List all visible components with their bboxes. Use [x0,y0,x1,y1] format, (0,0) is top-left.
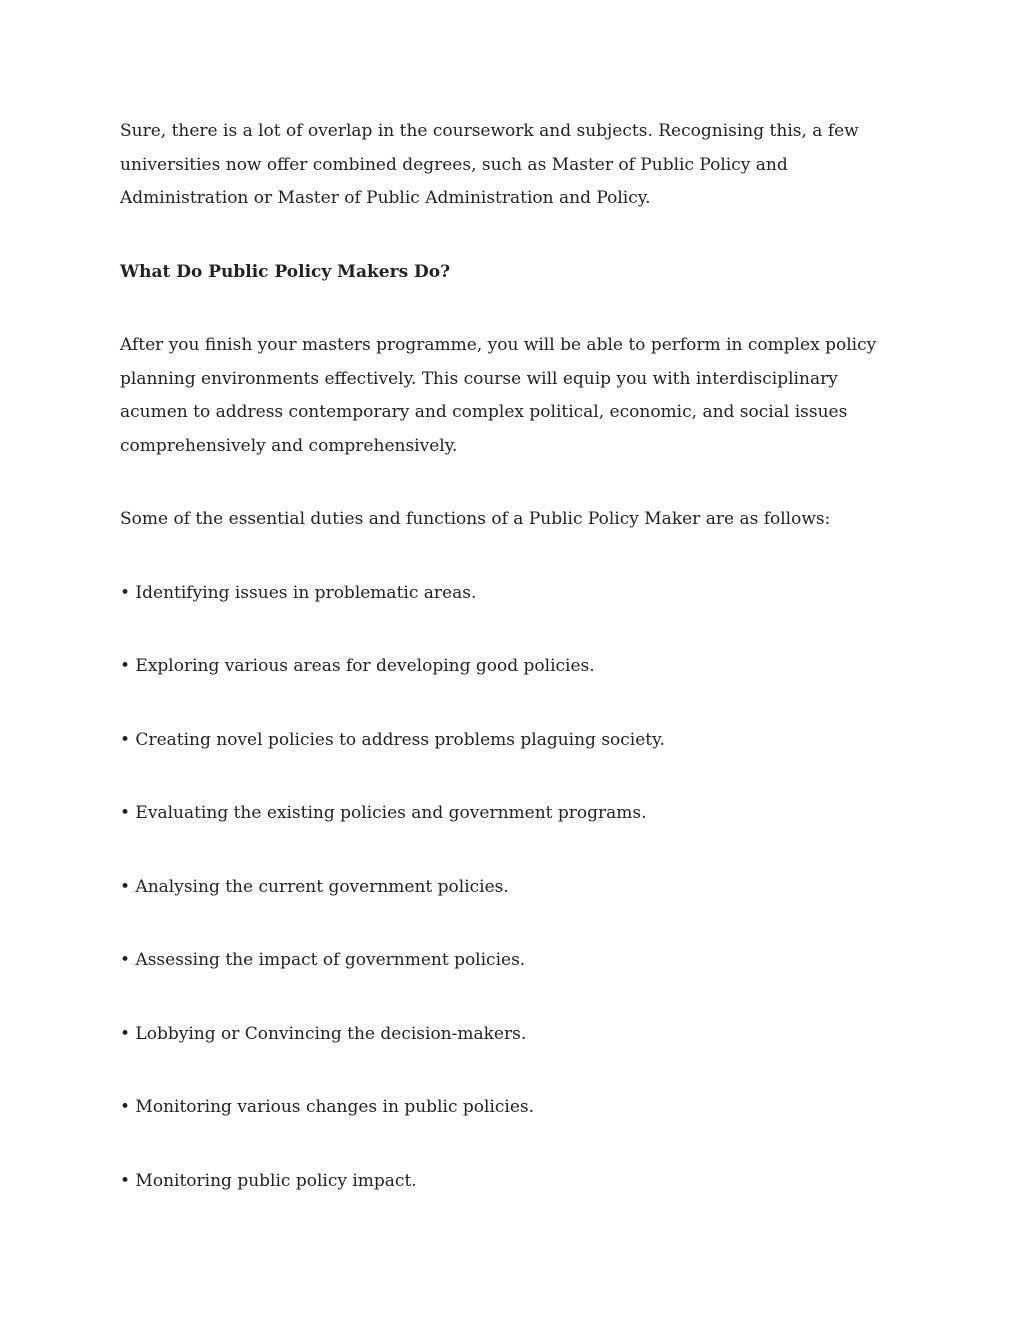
list-item: • Exploring various areas for developing good policies. [120,656,595,676]
spacer [120,289,910,329]
document-page [120,115,910,1238]
list-item: • Identifying issues in problematic areas. [120,582,477,603]
list-item: • Analysing the current government policies. [120,876,509,897]
list-item: • Monitoring public policy impact. [120,1170,417,1191]
list-item: • Monitoring various changes in public policies. [120,1097,535,1117]
duties-list [120,577,910,1199]
section-heading: What Do Public Policy Makers Do? [120,261,451,282]
duties-intro: Some of the essential duties and functions of a Public Policy Maker are as follows: [120,509,831,529]
list-item: • Assessing the impact of government policies. [120,950,526,970]
list-item: • Lobbying or Convincing the decision-makers. [120,1023,527,1044]
intro-paragraph: Sure, there is a lot of overlap in the coursework and subjects. Recognising this, a few universities now offer combined degrees, such as Master of Public Policy and Administration or Master of Public Administration and Policy. [120,121,859,208]
list-item: • Evaluating the existing policies and government programs. [120,803,647,823]
body-paragraph: After you finish your masters programme, you will be able to perform in complex policy planning environments effectively. This course will equip you with interdisciplinary acumen to address contemporary and complex political, economic, and social issues comprehensively and comprehensively. [120,335,877,456]
list-item: • Creating novel policies to address problems plaguing society. [120,729,665,750]
spacer [120,216,910,256]
spacer [120,537,910,577]
spacer [120,463,910,503]
